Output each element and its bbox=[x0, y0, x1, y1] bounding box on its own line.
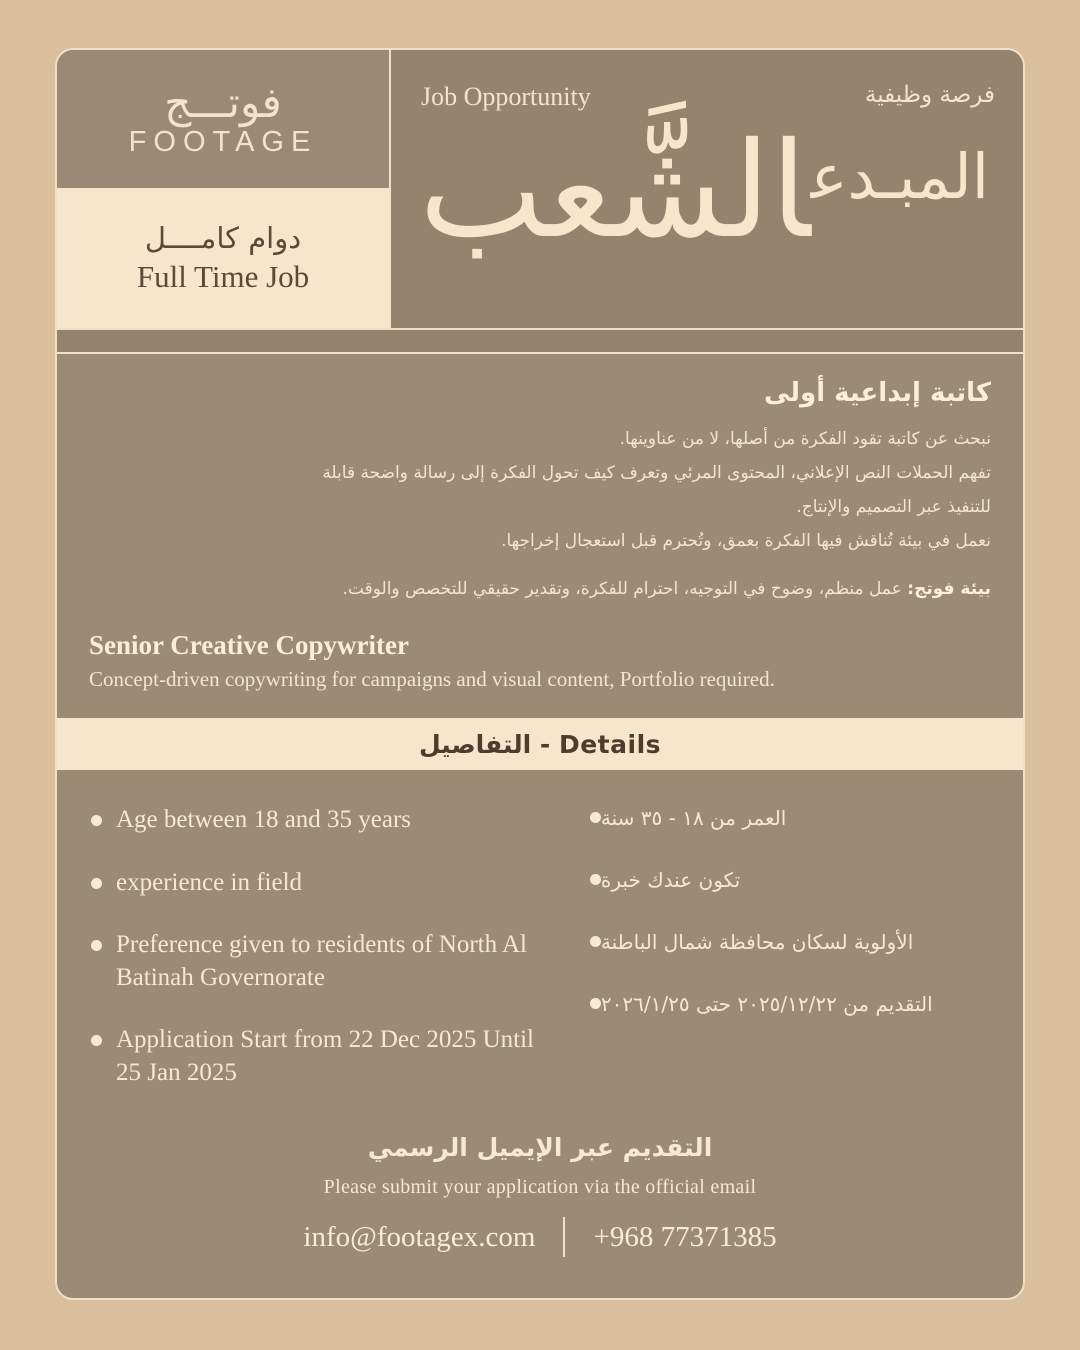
detail-text-ar: تكون عندك خبرة bbox=[600, 868, 741, 892]
header-divider bbox=[57, 328, 1023, 354]
bullet-icon bbox=[91, 1035, 102, 1046]
logo-english-text: FOOTAGE bbox=[128, 125, 318, 158]
header-right-column bbox=[389, 50, 1023, 328]
headline-small-word: المبـدع bbox=[810, 140, 989, 213]
work-environment-label: بيئة فوتج: bbox=[907, 579, 991, 599]
list-item bbox=[576, 866, 989, 894]
detail-text-en: Preference given to residents of North Al Batinah Governorate bbox=[116, 931, 527, 991]
headline-arabic bbox=[411, 102, 1003, 280]
detail-text-en: Application Start from 22 Dec 2025 Until 25 Jan 2025 bbox=[116, 1026, 534, 1086]
employment-type-arabic: دوام كامــــل bbox=[144, 221, 302, 255]
detail-text-en: Age between 18 and 35 years bbox=[116, 806, 412, 833]
bullet-icon bbox=[590, 812, 601, 823]
apply-instruction-arabic: التقديم عبر الإيميل الرسمي bbox=[367, 1133, 713, 1162]
details-english-column bbox=[91, 804, 540, 1119]
bullet-icon bbox=[91, 878, 102, 889]
desc-ar-line-2: تفهم الحملات النص الإعلاني، المحتوى المرئي وتعرف كيف تحول الفكرة إلى رسالة واضحة قابلة bbox=[322, 463, 991, 483]
desc-ar-line-4: نعمل في بيئة تُناقش فيها الفكرة بعمق، وتُحترم قبل استعجال إخراجها. bbox=[501, 531, 991, 551]
list-item bbox=[91, 929, 540, 994]
desc-ar-line-1: نبحث عن كاتبة تقود الفكرة من أصلها، لا من عناوينها. bbox=[619, 429, 991, 449]
job-description-block bbox=[57, 354, 1023, 718]
company-logo bbox=[57, 50, 389, 188]
work-environment-text: عمل منظم، وضوح في التوجيه، احترام للفكرة، وتقدير حقيقي للتخصص والوقت. bbox=[342, 579, 908, 599]
list-item bbox=[576, 990, 989, 1018]
logo-arabic-text: فوتـــج bbox=[164, 77, 282, 127]
poster-header bbox=[57, 50, 1023, 328]
headline-large-word: الشَّعب bbox=[419, 114, 811, 268]
job-title-english: Senior Creative Copywriter bbox=[89, 630, 409, 660]
apply-footer bbox=[91, 1119, 989, 1257]
job-description-english: Concept-driven copywriting for campaigns and visual content, Portfolio required. bbox=[89, 667, 775, 691]
details-columns bbox=[91, 804, 989, 1119]
detail-text-ar: العمر من ١٨ - ٣٥ سنة bbox=[600, 806, 787, 830]
list-item bbox=[91, 867, 540, 900]
job-opportunity-label-ar: فرصة وظيفية bbox=[864, 82, 995, 108]
contact-divider bbox=[563, 1217, 565, 1257]
list-item bbox=[576, 804, 989, 832]
bullet-icon bbox=[91, 940, 102, 951]
job-title-arabic: كاتبة إبداعية أولى bbox=[763, 378, 991, 408]
detail-text-ar: التقديم من ٢٠٢٥/١٢/٢٢ حتى ٢٠٢٦/١/٢٥ bbox=[600, 992, 933, 1016]
bullet-icon bbox=[590, 874, 601, 885]
job-description-arabic bbox=[89, 422, 991, 558]
list-item bbox=[91, 804, 540, 837]
apply-instruction-english: Please submit your application via the official email bbox=[323, 1176, 757, 1198]
bullet-icon bbox=[590, 998, 601, 1009]
bullet-icon bbox=[590, 936, 601, 947]
employment-type-english: Full Time Job bbox=[136, 259, 310, 294]
employment-type-badge bbox=[57, 188, 389, 328]
list-item bbox=[576, 928, 989, 956]
detail-text-ar: الأولوية لسكان محافظة شمال الباطنة bbox=[600, 930, 914, 954]
contact-row bbox=[91, 1217, 989, 1257]
detail-text-en: experience in field bbox=[116, 868, 303, 896]
bullet-icon bbox=[91, 815, 102, 826]
details-section-title: التفاصيل - Details bbox=[57, 718, 1023, 770]
desc-ar-line-3: للتنفيذ عبر التصميم والإنتاج. bbox=[796, 497, 991, 517]
job-opportunity-label-en: Job Opportunity bbox=[421, 82, 591, 111]
details-arabic-column bbox=[576, 804, 989, 1119]
contact-phone[interactable]: +968 77371385 bbox=[593, 1220, 777, 1253]
list-item bbox=[91, 1024, 540, 1089]
work-environment-arabic bbox=[89, 572, 991, 606]
contact-email[interactable]: info@footagex.com bbox=[303, 1220, 536, 1253]
header-left-column bbox=[57, 50, 389, 328]
details-section bbox=[57, 770, 1023, 1300]
job-poster bbox=[55, 48, 1025, 1300]
